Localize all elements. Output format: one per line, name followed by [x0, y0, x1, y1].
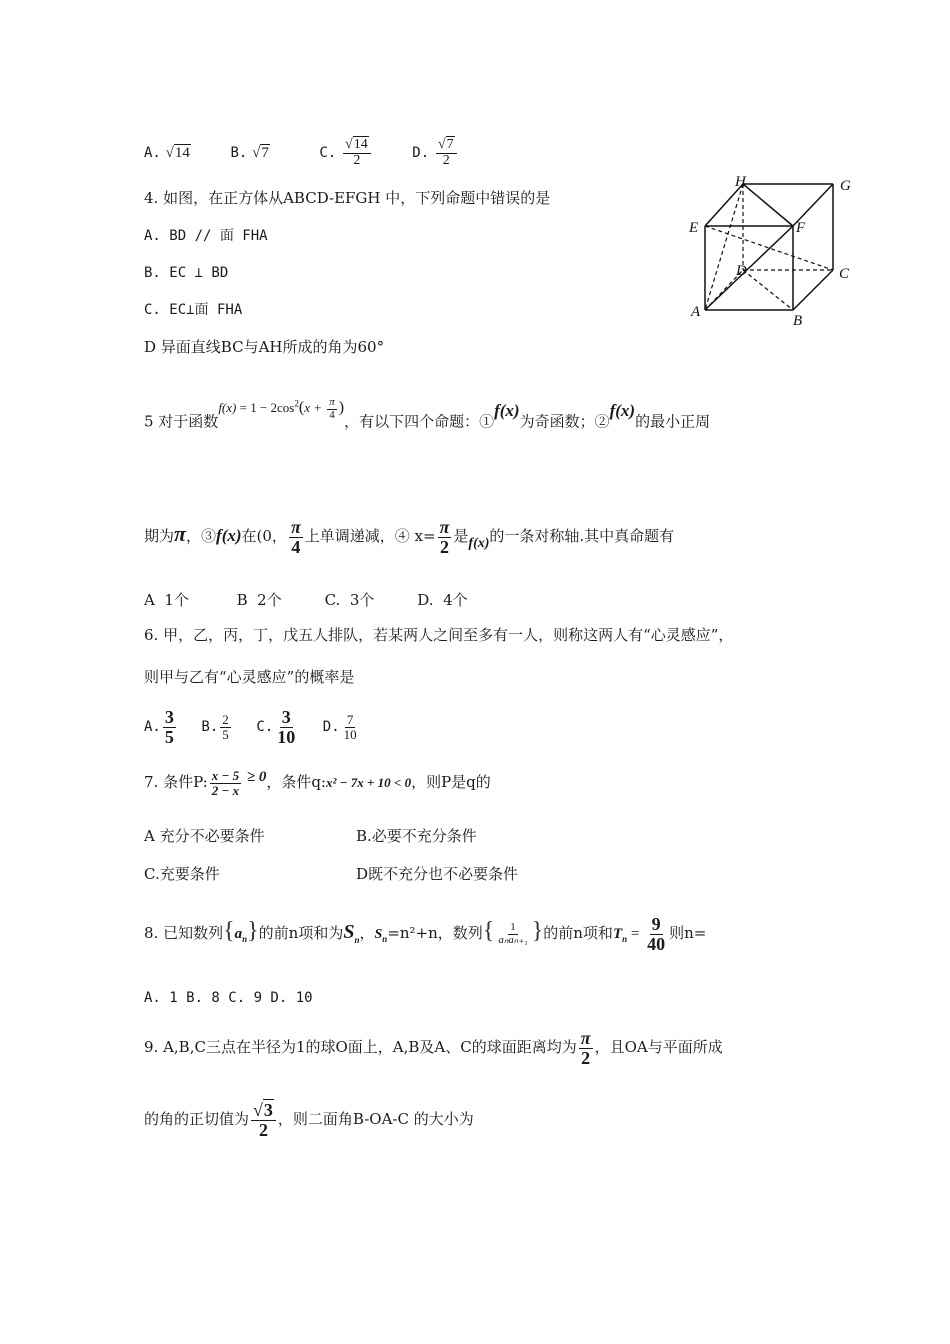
cube-figure — [685, 172, 865, 330]
q3-option-c-value: $\frac{√14}{2}$ — [343, 138, 371, 168]
q9-tangent-value: $\frac{√3}{2}$ — [251, 1101, 276, 1140]
q5-options: A 1个 B 2个 C. 3个 D. 4个 — [144, 591, 468, 609]
q7-option-a: A 充分不必要条件 — [144, 827, 265, 845]
q8-sum-t: $T_n$ — [612, 926, 628, 944]
q8-reciprocal-sequence: $\frac{1}{\text{aₙaₙ₊₁}}$ — [498, 920, 528, 946]
q5-pi: π — [174, 521, 187, 546]
q7-option-c: C.充要条件 — [144, 865, 220, 883]
q3-option-d-label: D. — [412, 145, 430, 162]
q7-option-d: D既不充分也不必要条件 — [356, 865, 519, 883]
q7-option-b: B.必要不充分条件 — [356, 827, 477, 845]
q5-line-1: 5 对于函数$f(x) = 1 - 2\cos^2(x$ + $\frac{\pi}{4}$ )，有以下四个命题：①f(x)为奇函数；②f(x)的最小正周 — [144, 396, 711, 431]
q7-stem: 7. 条件P: $\frac{x - 5}{2 - x}$ ≥ 0，条件q:x² − 7x + 10 < 0，则P是q的 — [144, 767, 491, 798]
q4-option-a: A. BD // 面 FHA — [144, 228, 268, 244]
q4-option-d: D 异面直线BC与AH所成的角为60° — [144, 338, 385, 356]
q5-fx-2: f(x) — [609, 401, 636, 421]
q3-option-b-label: B. — [230, 145, 248, 162]
q3-options — [144, 138, 459, 174]
vertex-label-a: A — [691, 304, 701, 320]
q3-option-a-value: √14 — [165, 145, 190, 162]
vertex-label-h: H — [735, 174, 746, 190]
q6-option-d-value: $\frac{7}{10}$ — [343, 711, 357, 742]
q4-option-c: C. EC⊥面 FHA — [144, 302, 243, 318]
q8-t-value: $\frac{9}{40}$ — [647, 913, 666, 954]
q3-option-b-value: √7 — [252, 145, 269, 162]
vertex-label-c: C — [839, 266, 850, 282]
q4-stem: 4. 如图，在正方体从ABCD-EFGH 中，下列命题中错误的是 — [144, 189, 551, 207]
q8-options: A. 1 B. 8 C. 9 D. 10 — [144, 990, 313, 1006]
q6-options: A. $\frac{3}{5}$ B. $\frac{2}{5}$ C. $\frac{3}{10}$ D. $\frac{7}{10}$ — [144, 706, 357, 747]
q8-sequence-a: $a_n$ — [234, 926, 248, 944]
vertex-label-d: D — [736, 263, 747, 279]
q9-line-2: 的角的正切值为 $\frac{√3}{2}$ ，则二面角B-OA-C 的大小为 — [144, 1099, 474, 1140]
q8-sum-s: $S_n$ — [343, 921, 360, 945]
q6-option-a-value: $\frac{3}{5}$ — [164, 706, 174, 747]
q5-function-definition: $f(x) = 1 - 2\cos^2(x$ + $\frac{\pi}{4}$ ) — [218, 396, 345, 421]
vertex-label-f: F — [796, 220, 806, 236]
vertex-label-b: B — [793, 313, 803, 329]
q7-condition-q: x² − 7x + 10 < 0 — [325, 775, 412, 790]
q3-option-c-label: C. — [319, 145, 337, 162]
q6-line-2: 则甲与乙有“心灵感应”的概率是 — [144, 668, 355, 686]
q6-option-b-value: $\frac{2}{5}$ — [222, 711, 229, 742]
q6-line-1: 6. 甲，乙，丙，丁，戊五人排队，若某两人之间至多有一人，则称这两人有“心灵感应”， — [144, 626, 734, 644]
q5-pi-over-4: $\frac{\pi}{4}$ — [290, 516, 301, 557]
vertex-label-g: G — [840, 178, 851, 194]
q5-fx-3: f(x) — [216, 526, 242, 545]
q5-line-2: 期为π，③f(x)在(0， $\frac{\pi}{4}$ 上单调递减，④ x= $\frac{\pi}{2}$ 是f(x)的一条对称轴.其中真命题有 — [144, 516, 675, 557]
q5-pi-over-2: $\frac{\pi}{2}$ — [439, 516, 450, 557]
q8-stem: 8. 已知数列$\{a_n\}$的前n项和为$S_n$，$S_n=n^2+n$，数列{ $\frac{1}{\text{aₙaₙ₊₁}}$ }的前n项和$T_n$ = $\frac{9}{40}$ 则n= — [144, 913, 707, 954]
q3-option-d-value: $\frac{√7}{2}$ — [436, 138, 457, 168]
q9-line-1: 9. A,B,C三点在半径为1的球O面上，A,B及A、C的球面距离均为 $\frac{\pi}{2}$ ，且OA与平面所成 — [144, 1027, 723, 1068]
q3-option-a-label: A. — [144, 145, 161, 162]
q5-fx-1: f(x) — [494, 401, 520, 421]
q6-option-c-value: $\frac{3}{10}$ — [277, 706, 296, 747]
q5-prefix: 5 对于函数 — [144, 412, 219, 431]
q5-fx-4: f(x) — [468, 536, 490, 551]
q4-option-b: B. EC ⊥ BD — [144, 265, 229, 281]
vertex-label-e: E — [689, 220, 699, 236]
q9-pi-over-2: $\frac{\pi}{2}$ — [580, 1027, 591, 1068]
q7-condition-p: $\frac{x - 5}{2 - x}$ — [211, 767, 240, 798]
